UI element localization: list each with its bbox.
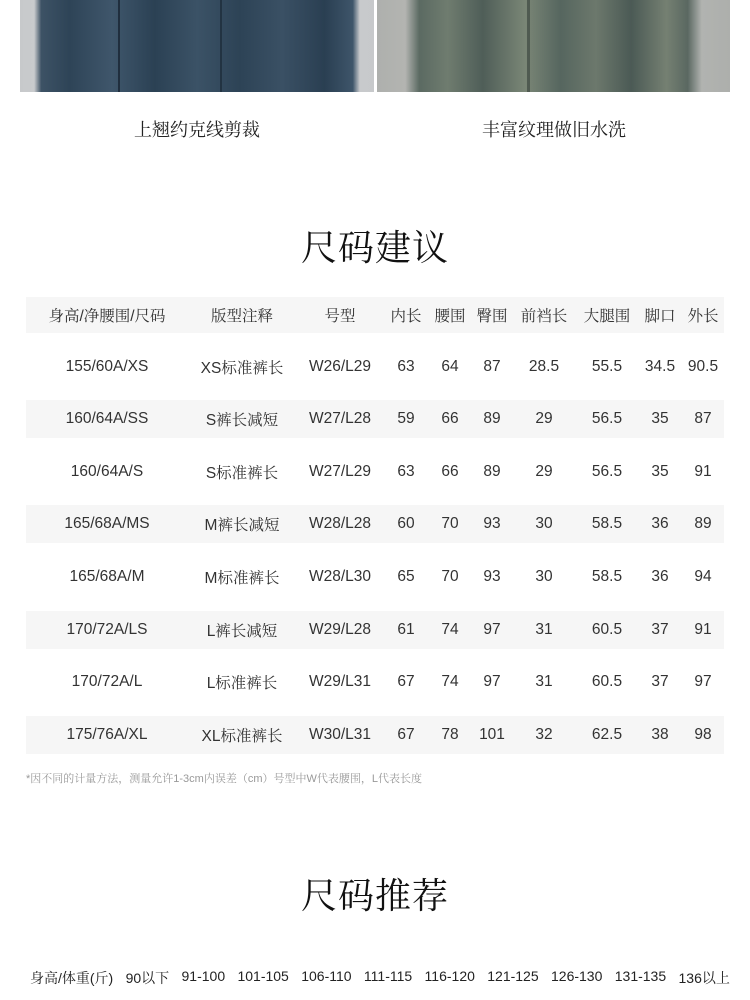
header-cell: 121-125 [487, 968, 539, 984]
table-cell: 61 [397, 620, 415, 638]
size-guide-title: 尺码建议 [300, 227, 449, 268]
table-cell: 66 [441, 410, 459, 428]
header-cell: 131-135 [614, 968, 667, 984]
table-cell: 91 [694, 462, 712, 480]
size-table-header [26, 297, 724, 333]
table-cell: 63 [397, 462, 415, 480]
table-cell: 67 [397, 725, 415, 743]
measurement-note: *因不同的计量方法，测量允许1-3cm内误差（cm）号型中W代表腰围，L代表长度 [26, 773, 423, 785]
table-cell: 30 [535, 567, 553, 585]
table-cell: XL标准裤长 [201, 727, 283, 745]
header-cell: 腰围 [434, 308, 466, 325]
header-cell: 外长 [687, 308, 719, 325]
table-cell: W29/L31 [308, 673, 372, 691]
table-cell: L标准裤长 [206, 675, 278, 693]
table-cell: 58.5 [591, 515, 623, 533]
table-cell: W28/L28 [308, 515, 372, 533]
table-cell: 38 [651, 725, 669, 743]
table-cell: 37 [651, 673, 669, 691]
table-cell: 60.5 [591, 673, 623, 691]
table-cell: 62.5 [591, 725, 623, 743]
header-cell: 126-130 [551, 968, 603, 984]
table-cell: 63 [397, 357, 415, 375]
table-cell: 31 [535, 673, 553, 691]
table-cell: 165/68A/M [69, 567, 145, 585]
table-cell: 89 [483, 462, 501, 480]
table-cell: 175/76A/XL [66, 725, 148, 743]
table-cell: 98 [694, 725, 712, 743]
header-cell: 101-105 [237, 968, 289, 984]
table-cell: 66 [441, 462, 459, 480]
table-cell: W27/L29 [308, 462, 372, 480]
table-cell: 170/72A/LS [66, 620, 148, 638]
table-cell: 36 [651, 567, 669, 585]
table-cell: W26/L29 [308, 357, 372, 375]
product-photos [20, 0, 730, 92]
table-cell: 65 [397, 567, 415, 585]
table-cell: 89 [483, 410, 501, 428]
table-cell: 56.5 [591, 462, 623, 480]
table-row [26, 348, 724, 386]
header-cell: 身高/体重(斤) [30, 970, 114, 986]
table-cell: 36 [651, 515, 669, 533]
header-cell: 106-110 [301, 968, 352, 984]
table-cell: 29 [535, 462, 553, 480]
table-row [26, 505, 724, 543]
table-cell: 32 [535, 725, 553, 743]
table-cell: 64 [441, 357, 459, 375]
table-cell: 35 [651, 462, 669, 480]
table-cell: 165/68A/MS [64, 515, 150, 533]
table-cell: 94 [694, 567, 712, 585]
header-cell: 大腿围 [583, 308, 631, 325]
table-row [26, 453, 724, 491]
header-cell: 脚口 [644, 308, 676, 325]
table-cell: 55.5 [591, 357, 623, 375]
feature-caption-wash: 丰富纹理做旧水洗 [482, 120, 626, 140]
table-cell: 78 [441, 725, 459, 743]
table-cell: 155/60A/XS [65, 357, 149, 375]
header-cell: 版型注释 [210, 308, 273, 325]
size-recommendation-title: 尺码推荐 [300, 875, 449, 916]
table-cell: L裤长减短 [206, 622, 278, 640]
table-cell: 93 [483, 515, 501, 533]
table-row [26, 400, 724, 438]
jeans-wash-detail-photo [377, 0, 730, 92]
table-cell: 160/64A/S [70, 462, 144, 480]
table-row [26, 558, 724, 596]
feature-caption-yoke: 上翘约克线剪裁 [134, 120, 260, 140]
table-row [26, 663, 724, 701]
table-cell: 89 [694, 515, 712, 533]
table-cell: XS标准裤长 [200, 359, 284, 377]
table-cell: W27/L28 [308, 410, 372, 428]
table-cell: 91 [694, 620, 712, 638]
table-cell: W30/L31 [308, 725, 372, 743]
table-cell: 87 [483, 357, 501, 375]
table-cell: 90.5 [687, 357, 719, 375]
table-cell: 170/72A/L [71, 673, 143, 691]
table-cell: 97 [483, 620, 501, 638]
size-table [26, 297, 724, 754]
table-cell: 58.5 [591, 567, 623, 585]
table-cell: 101 [479, 725, 505, 743]
table-cell: 60.5 [591, 620, 623, 638]
table-row [26, 716, 724, 754]
table-cell: 97 [694, 673, 712, 691]
header-cell: 90以下 [125, 970, 170, 986]
table-cell: 30 [535, 515, 553, 533]
table-cell: M标准裤长 [204, 569, 280, 587]
header-cell: 内长 [390, 308, 422, 325]
table-cell: 37 [651, 620, 669, 638]
table-cell: M裤长减短 [204, 517, 280, 535]
header-cell: 臀围 [476, 308, 508, 325]
header-cell: 136以上 [678, 970, 730, 986]
table-cell: 28.5 [528, 357, 560, 375]
table-cell: 29 [535, 410, 553, 428]
table-cell: 74 [441, 620, 459, 638]
jeans-yoke-detail-photo [20, 0, 374, 92]
table-cell: 87 [694, 410, 712, 428]
table-cell: 67 [397, 673, 415, 691]
table-cell: 34.5 [644, 357, 676, 375]
header-cell: 号型 [324, 308, 356, 325]
header-cell: 111-115 [363, 968, 413, 984]
table-cell: 31 [535, 620, 553, 638]
table-row [26, 611, 724, 649]
table-cell: S裤长减短 [205, 412, 279, 430]
table-cell: S标准裤长 [205, 464, 279, 482]
table-cell: 93 [483, 567, 501, 585]
table-cell: 70 [441, 515, 459, 533]
table-cell: 70 [441, 567, 459, 585]
table-cell: 60 [397, 515, 415, 533]
table-cell: 59 [397, 410, 415, 428]
table-cell: 74 [441, 673, 459, 691]
table-cell: 160/64A/SS [65, 410, 149, 428]
recommendation-table-header [30, 968, 730, 988]
table-cell: 35 [651, 410, 669, 428]
table-cell: 56.5 [591, 410, 623, 428]
header-cell: 91-100 [181, 968, 226, 984]
header-cell: 前裆长 [520, 308, 568, 325]
header-cell: 身高/净腰围/尺码 [48, 308, 166, 325]
table-cell: W28/L30 [308, 567, 372, 585]
table-cell: 97 [483, 673, 501, 691]
header-cell: 116-120 [424, 968, 475, 984]
table-cell: W29/L28 [308, 620, 372, 638]
